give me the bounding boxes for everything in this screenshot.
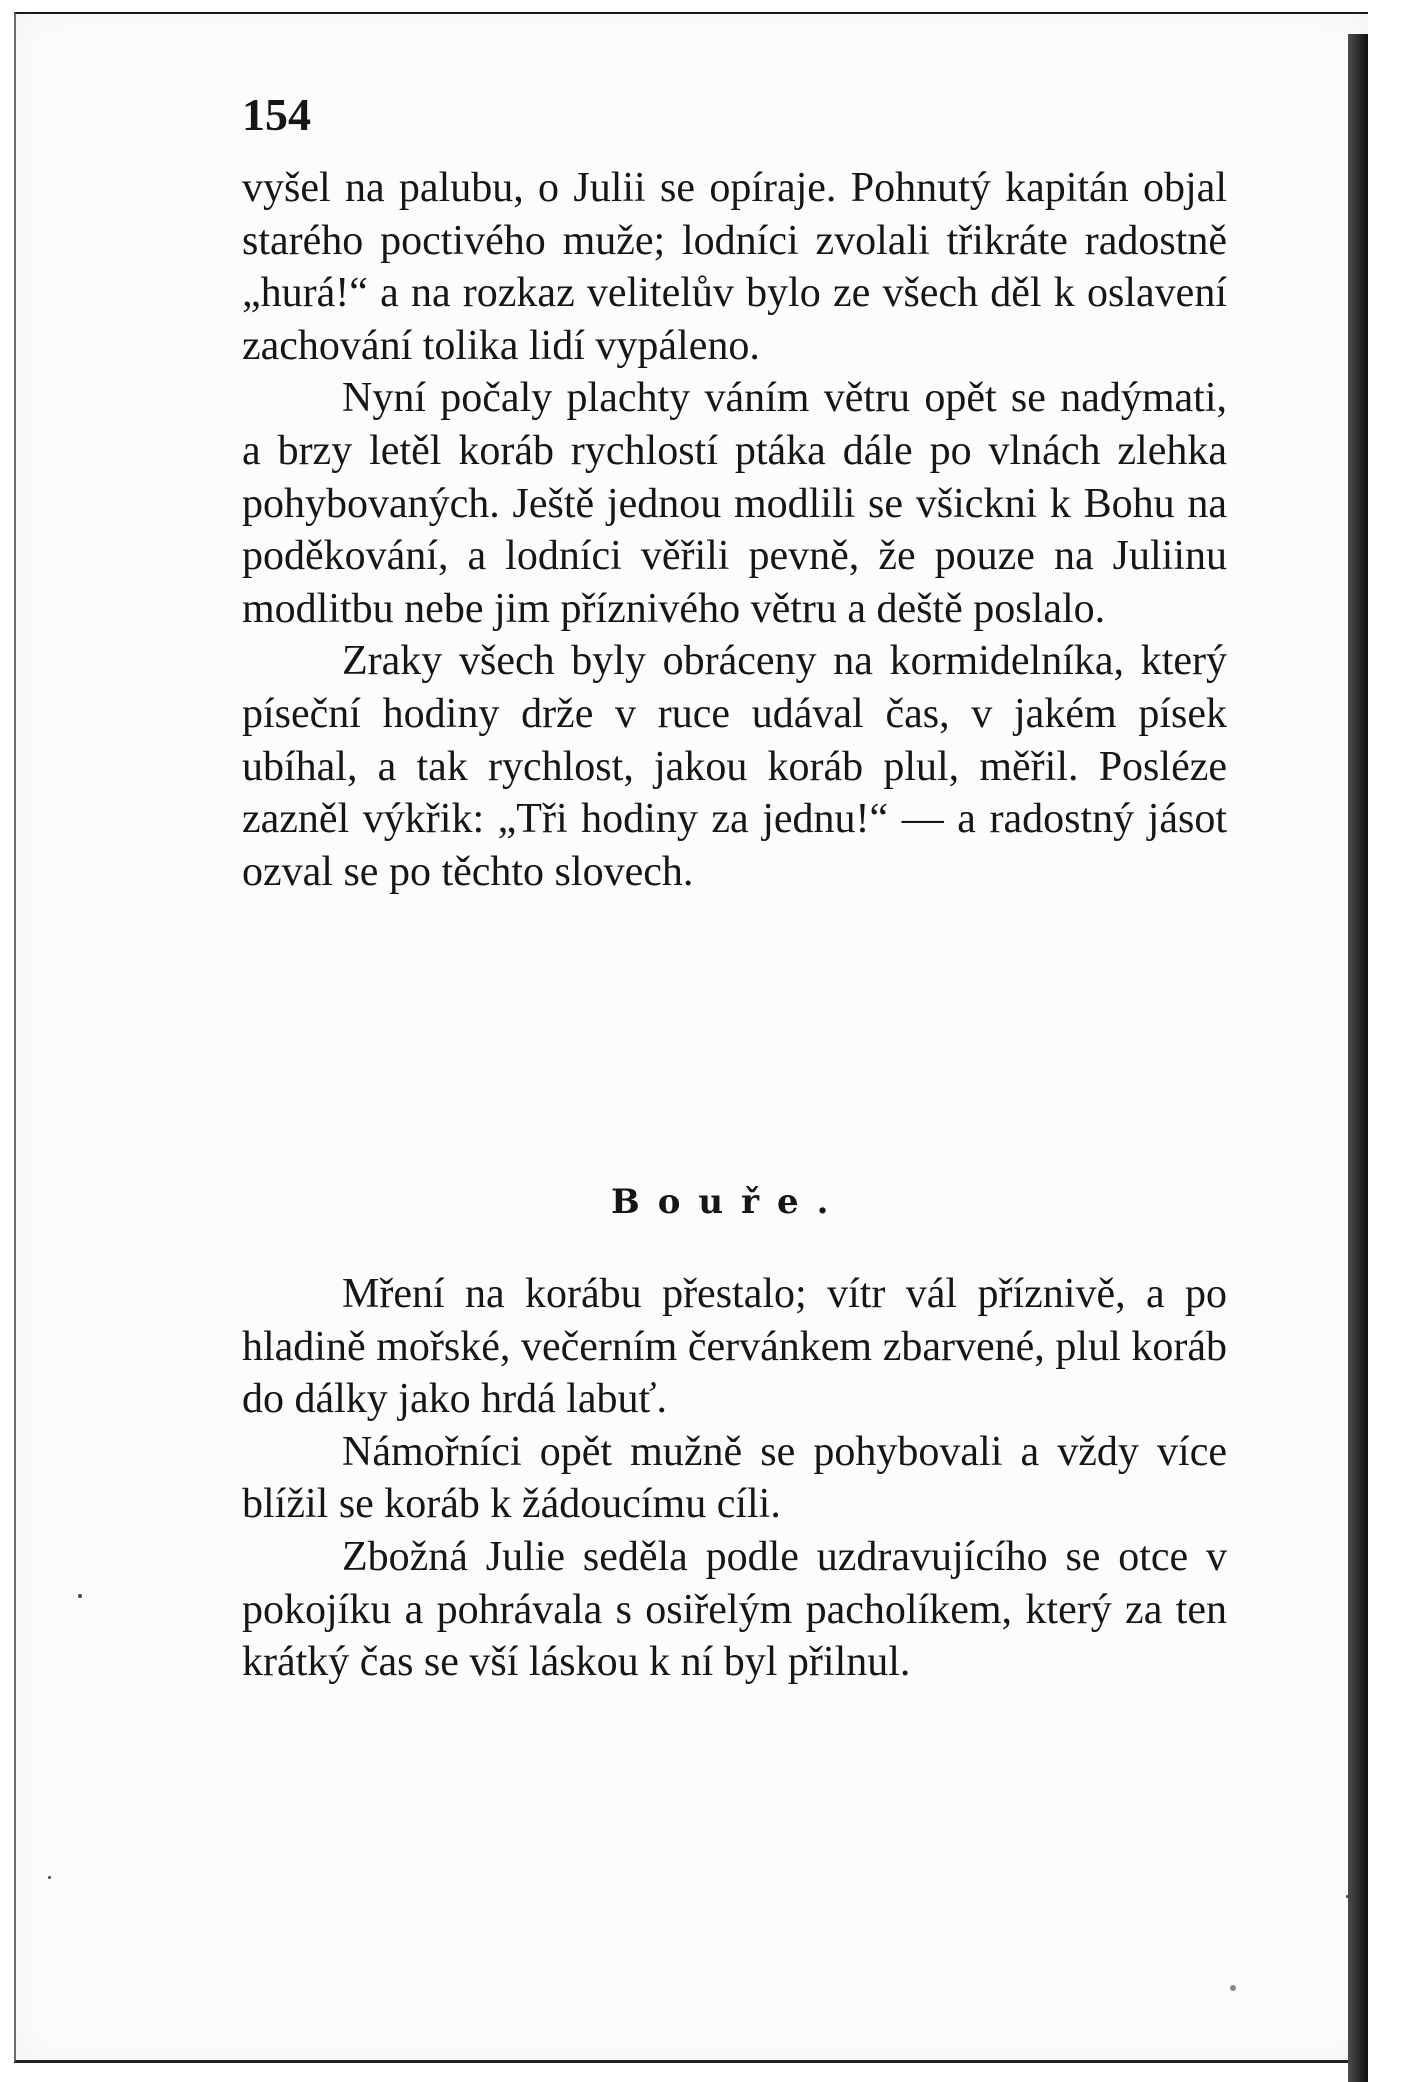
paragraph-2: Nyní počaly plachty váním větru opět se nadýmati, a brzy letěl koráb rychlostí ptáka dále po vlnách zlehka pohybovaných. Ještě jednou modlili se všickni k Bohu na poděkování, a lodníci věřili pevně, že pouze na Juliinu modlitbu nebe jim příznivého větru a deště poslalo. — [242, 375, 1227, 632]
paragraph-1: vyšel na palubu, o Julii se opíraje. Pohnutý kapitán objal starého poctivého muže; lodníci zvolali třikráte radostně „hurá!“ a na rozkaz velitelův bylo ze všech děl k oslavení zachování tolika lidí vypáleno. — [242, 165, 1227, 369]
paper-speck — [1346, 1895, 1349, 1898]
section-heading: Bouře. — [611, 1182, 847, 1222]
paragraph-5: Námořníci opět mužně se pohybovali a vždy více blížil se koráb k žádoucímu cíli. — [242, 1428, 1227, 1528]
body-text-section-2 — [242, 1268, 1227, 1689]
paragraph-6: Zbožná Julie seděla podle uzdravujícího se otce v pokojíku a pohrávala s osiřelým pacholíkem, který za ten krátký čas se vší láskou k ní byl přilnul. — [242, 1533, 1227, 1686]
page-edge-shadow — [1348, 34, 1368, 2082]
paragraph-3: Zraky všech byly obráceny na kormidelníka, který píseční hodiny drže v ruce udával čas, v jakém písek ubíhal, a tak rychlost, jakou koráb plul, měřil. Posléze zazněl výkřik: „Tři hodiny za jednu!“ — a radostný jásot ozval se po těchto slovech. — [242, 638, 1227, 895]
paper-speck — [1230, 1985, 1236, 1991]
body-text-section-1 — [242, 162, 1227, 898]
page-number: 154 — [242, 89, 311, 140]
paper-speck — [48, 1876, 51, 1879]
paper-speck — [78, 1594, 82, 1598]
paragraph-4: Mření na korábu přestalo; vítr vál příznivě, a po hladině mořské, večerním červánkem zbarvené, plul koráb do dálky jako hrdá labuť. — [242, 1271, 1227, 1423]
